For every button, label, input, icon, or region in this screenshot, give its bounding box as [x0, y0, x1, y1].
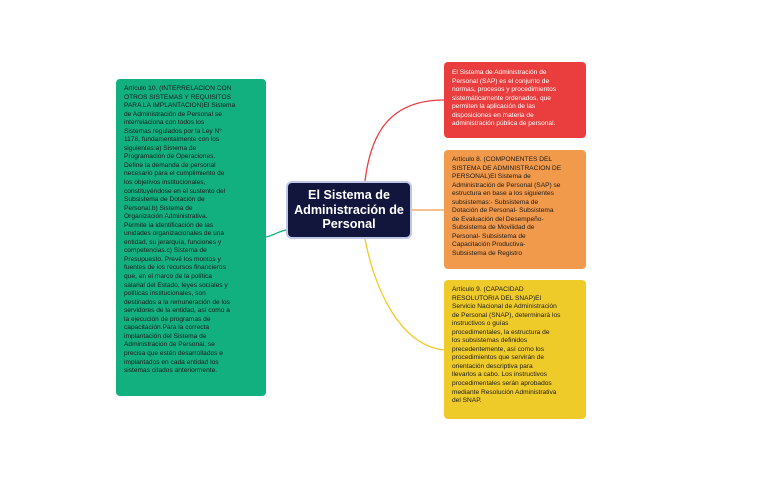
central-topic-label: El Sistema de Administración de Personal: [294, 188, 404, 232]
node-articulo-9[interactable]: Artículo 9. (CAPACIDAD RESOLUTORIA DEL SNAP)El Servicio Nacional de Administración de Personal (SNAP), determinará los instructivos o guías procedimentales, la estructura de los subsistemas definidos precedentemente, así como los procedimientos que servirán de orientación descriptiva para llevarlos a cabo. Los instructivos procedimentales serán aprobados mediante Resolución Administrativa del SNAP.: [444, 280, 586, 419]
central-topic[interactable]: [286, 181, 412, 239]
connector-left: [266, 230, 286, 237]
node-articulo-8[interactable]: Artículo 8. (COMPONENTES DEL SISTEMA DE ADMINISTRACION DE PERSONAL)El Sistema de Administración de Personal (SAP) se estructura en base a los siguientes subsistemas:- Subsistema de Dotación de Personal- Subsistema de Evaluación del Desempeño- Subsistema de Movilidad de Personal- Subsistema de Capacitación Productiva- Subsistema de Registro: [444, 150, 586, 269]
node-articulo-10[interactable]: Artículo 10. (INTERRELACION CON OTROS SISTEMAS Y REQUISITOS PARA LA IMPLANTACION)El Sistema de Administración de Personal se interrelaciona con todos los Sistemas regulados por la Ley N° 1178, fundamentalmente con los siguientes:a) Sistema de Programación de Operaciones. Define la demanda de personal necesario para el cumplimiento de los objetivos institucionales, constituyéndose en el sustento del Subsistema de Dotación de Personal.b) Sistema de Organización Administrativa. Permite la identificación de las unidades organizacionales de una entidad, su jerarquía, funciones y competencias.c) Sistema de Presupuesto. Prevé los montos y fuentes de los recursos financieros que, en el marco de la política salarial del Estado, leyes sociales y políticas institucionales, son destinados a la remuneración de los servidores de la entidad, así como a la ejecución de programas de capacitación.Para la correcta implantación del Sistema de Administración de Personal, se precisa que estén desarrollados e implantados en cada entidad los sistemas citados anteriormente.: [116, 79, 266, 396]
connector-yellow: [365, 239, 444, 350]
node-definicion-sap[interactable]: El Sistema de Administración de Personal (SAP) es el conjunto de normas, procesos y procedimientos sistemáticamente ordenados, que permiten la aplicación de las disposiciones en materia de administración pública de personal.: [444, 62, 586, 138]
connector-red: [365, 100, 444, 181]
